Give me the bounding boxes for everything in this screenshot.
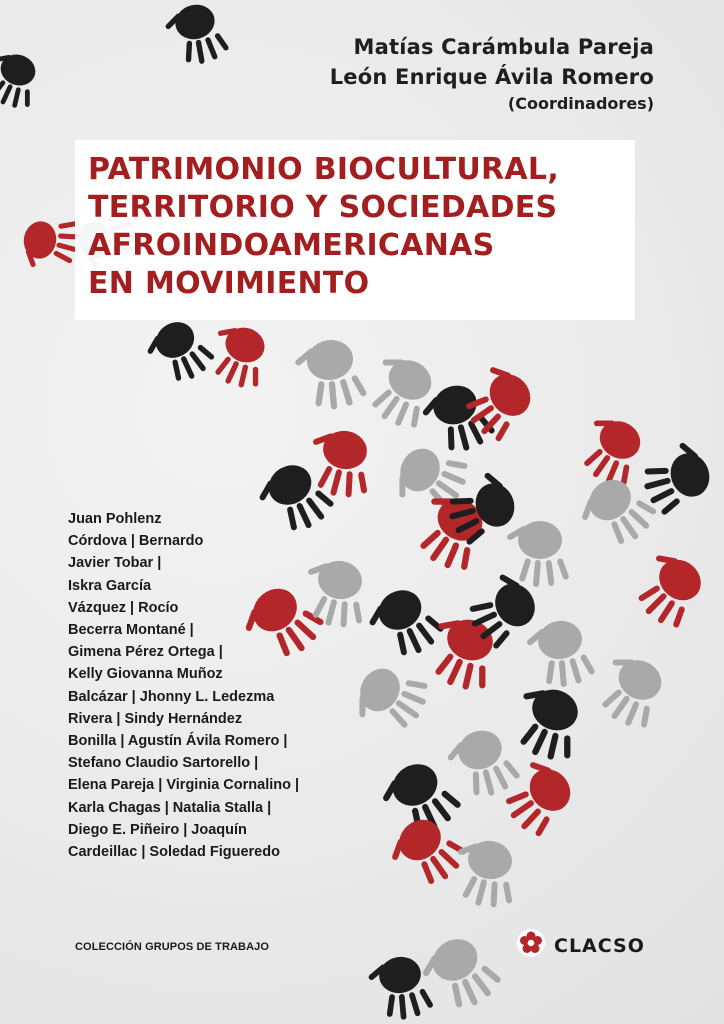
collection-prefix: COLECCIÓN bbox=[75, 941, 142, 953]
book-title-line: PATRIMONIO BIOCULTURAL, bbox=[88, 152, 560, 187]
author-line: Gimena Pérez Ortega | bbox=[68, 644, 223, 661]
author-line: Córdova | Bernardo bbox=[68, 533, 204, 550]
coordinator-name: Matías Carámbula Pareja bbox=[353, 35, 654, 59]
publisher-name: CLACSO bbox=[554, 934, 645, 957]
author-line: Bonilla | Agustín Ávila Romero | bbox=[68, 733, 288, 750]
clacso-logo-icon bbox=[516, 928, 546, 963]
coordinator-name: León Enrique Ávila Romero bbox=[329, 65, 654, 89]
author-line: Rivera | Sindy Hernández bbox=[68, 710, 243, 727]
author-line: Cardeillac | Soledad Figueredo bbox=[68, 844, 280, 861]
author-line: Javier Tobar | bbox=[68, 555, 162, 572]
publisher-block bbox=[516, 928, 645, 963]
author-line: Becerra Montané | bbox=[68, 622, 194, 639]
collection-label bbox=[75, 941, 269, 953]
coordinators-block bbox=[330, 32, 654, 116]
author-line: Vázquez | Rocío bbox=[68, 599, 179, 616]
author-line: Juan Pohlenz bbox=[68, 511, 162, 527]
coordinators-role: (Coordinadores) bbox=[507, 94, 654, 113]
book-title-line: TERRITORIO Y SOCIEDADES bbox=[88, 190, 558, 225]
author-line: Karla Chagas | Natalia Stalla | bbox=[68, 799, 272, 816]
author-line: Balcázar | Jhonny L. Ledezma bbox=[68, 688, 275, 705]
author-line: Iskra García bbox=[68, 577, 152, 594]
book-title-line: AFROINDOAMERICANAS bbox=[88, 228, 495, 263]
authors-list bbox=[68, 508, 358, 863]
author-line: Diego E. Piñeiro | Joaquín bbox=[68, 821, 247, 838]
book-title-line: EN MOVIMIENTO bbox=[88, 266, 370, 301]
author-line: Kelly Giovanna Muñoz bbox=[68, 666, 223, 683]
collection-name: GRUPOS DE TRABAJO bbox=[145, 941, 269, 953]
author-line: Stefano Claudio Sartorello | bbox=[68, 755, 259, 772]
author-line: Elena Pareja | Virginia Cornalino | bbox=[68, 777, 300, 794]
